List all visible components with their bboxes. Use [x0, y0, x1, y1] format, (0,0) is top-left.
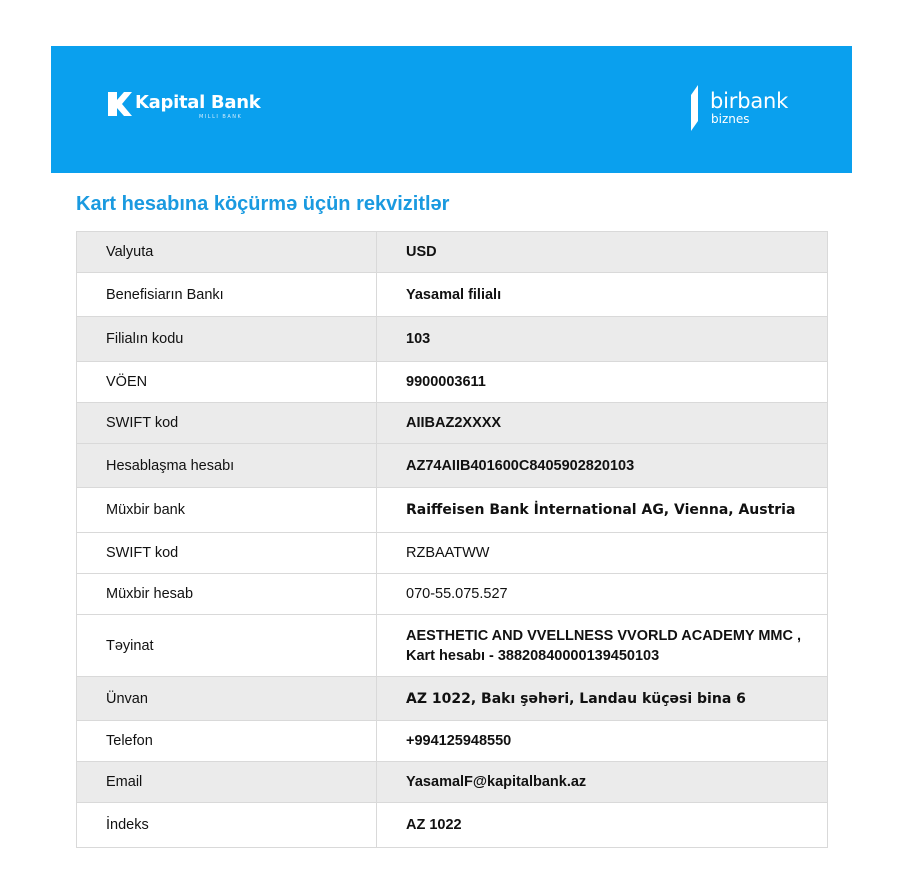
header-banner — [51, 46, 852, 173]
table-row — [77, 273, 828, 317]
row-value: AZ 1022 — [377, 803, 828, 848]
table-row — [77, 615, 828, 677]
row-value: 103 — [377, 317, 828, 362]
birbank-logo — [689, 85, 788, 131]
table-row — [77, 362, 828, 403]
table-row — [77, 721, 828, 762]
kapital-bank-logo — [108, 92, 260, 132]
row-label: Müxbir hesab — [77, 574, 377, 615]
birbank-mark-icon — [689, 85, 703, 131]
row-label: Valyuta — [77, 232, 377, 273]
table-row — [77, 533, 828, 574]
row-label: Təyinat — [77, 615, 377, 677]
table-row — [77, 403, 828, 444]
row-label: Benefisiarın Bankı — [77, 273, 377, 317]
table-row — [77, 677, 828, 721]
table-row — [77, 574, 828, 615]
requisites-table — [76, 231, 828, 848]
row-value: AIIBAZ2XXXX — [377, 403, 828, 444]
row-label: SWIFT kod — [77, 403, 377, 444]
table-row — [77, 488, 828, 533]
row-label: Filialın kodu — [77, 317, 377, 362]
kapital-bank-tagline: MILLI BANK — [199, 114, 243, 120]
kapital-bank-name: Kapital Bank — [135, 92, 261, 113]
table-row — [77, 762, 828, 803]
birbank-name: birbank — [710, 89, 789, 113]
birbank-sub: biznes — [711, 112, 750, 126]
table-row — [77, 444, 828, 488]
row-value: AESTHETIC AND VVELLNESS VVORLD ACADEMY MMC , Kart hesabı - 38820840000139450103 — [377, 615, 828, 677]
row-value: Yasamal filialı — [377, 273, 828, 317]
row-label: Hesablaşma hesabı — [77, 444, 377, 488]
row-label: Telefon — [77, 721, 377, 762]
row-label: Müxbir bank — [77, 488, 377, 533]
table-row — [77, 232, 828, 273]
row-value: 9900003611 — [377, 362, 828, 403]
row-value: +994125948550 — [377, 721, 828, 762]
table-row — [77, 803, 828, 848]
row-label: VÖEN — [77, 362, 377, 403]
row-value: Raiffeisen Bank İnternational AG, Vienna, Austria — [377, 488, 828, 533]
row-value: YasamalF@kapitalbank.az — [377, 762, 828, 803]
row-value: RZBAATWW — [377, 533, 828, 574]
row-label: Email — [77, 762, 377, 803]
row-value: USD — [377, 232, 828, 273]
page-title: Kart hesabına köçürmə üçün rekvizitlər — [76, 193, 450, 215]
kapital-bank-k-icon — [108, 92, 132, 116]
row-value: 070-55.075.527 — [377, 574, 828, 615]
row-value: AZ74AIIB401600C8405902820103 — [377, 444, 828, 488]
row-label: İndeks — [77, 803, 377, 848]
table-row — [77, 317, 828, 362]
row-value: AZ 1022, Bakı şəhəri, Landau küçəsi bina 6 — [377, 677, 828, 721]
row-label: SWIFT kod — [77, 533, 377, 574]
row-label: Ünvan — [77, 677, 377, 721]
